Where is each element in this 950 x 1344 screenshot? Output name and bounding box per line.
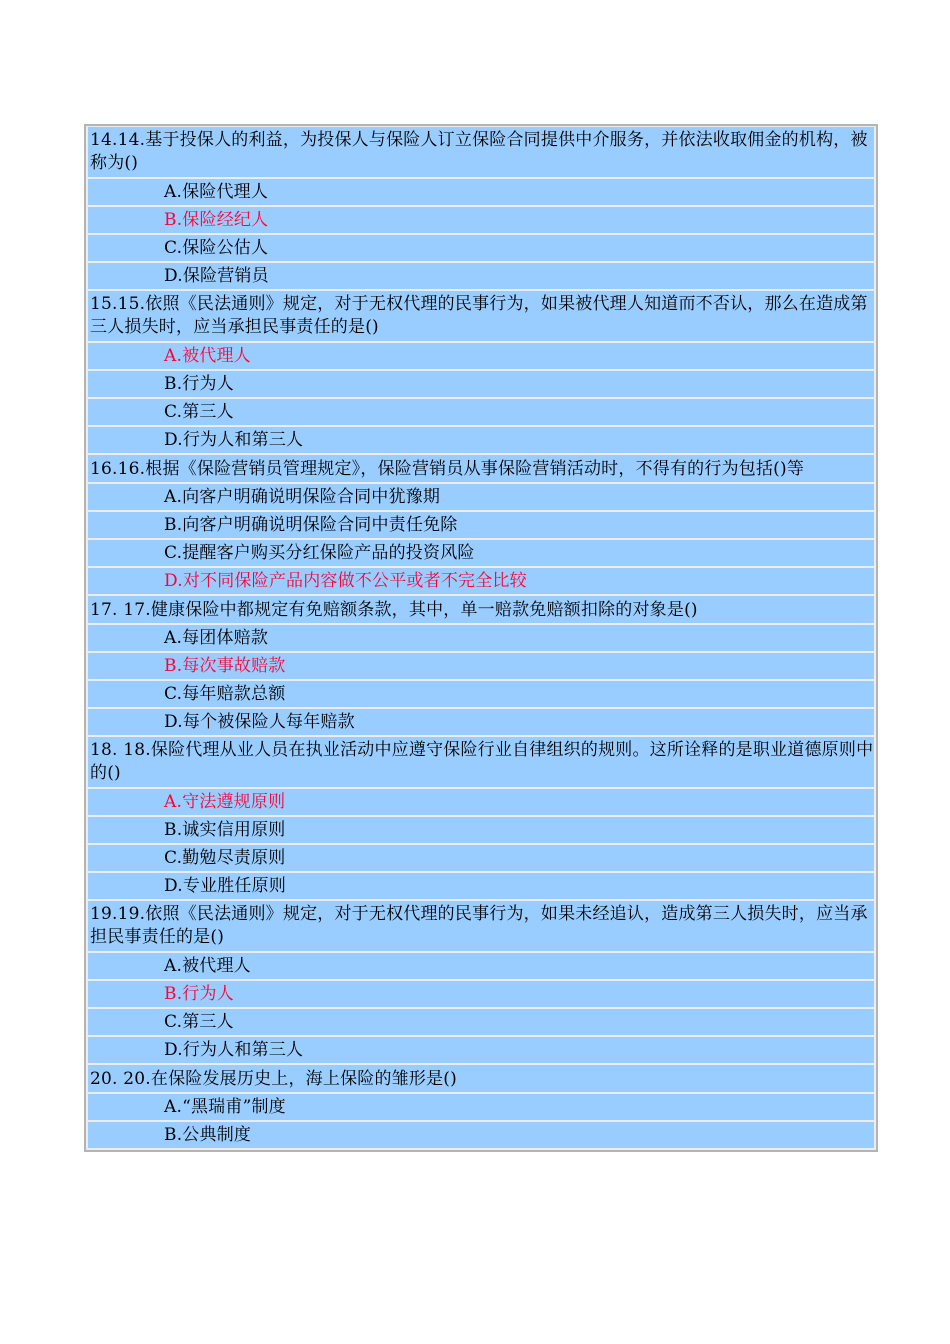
question-19-text: 19.19.依照《民法通则》规定，对于无权代理的民事行为，如果未经追认，造成第三人损失时，应当承担民事责任的是() (88, 901, 874, 951)
question-19-option-a: A.被代理人 (88, 953, 874, 979)
question-14-option-b-correct: B.保险经纪人 (88, 207, 874, 233)
question-18-option-a-correct: A.守法遵规原则 (88, 789, 874, 815)
question-16-text: 16.16.根据《保险营销员管理规定》，保险营销员从事保险营销活动时，不得有的行为包括()等 (88, 455, 874, 482)
question-20-text: 20. 20.在保险发展历史上，海上保险的雏形是() (88, 1065, 874, 1092)
question-17-text: 17. 17.健康保险中都规定有免赔额条款，其中，单一赔款免赔额扣除的对象是() (88, 596, 874, 623)
question-17-option-d: D.每个被保险人每年赔款 (88, 709, 874, 735)
question-15-option-d: D.行为人和第三人 (88, 427, 874, 453)
question-20-option-a: A.“黑瑞甫”制度 (88, 1094, 874, 1120)
question-16-option-a: A.向客户明确说明保险合同中犹豫期 (88, 484, 874, 510)
question-15-option-b: B.行为人 (88, 371, 874, 397)
question-17-option-c: C.每年赔款总额 (88, 681, 874, 707)
question-18-text: 18. 18.保险代理从业人员在执业活动中应遵守保险行业自律组织的规则。这所诠释的是职业道德原则中的() (88, 737, 874, 787)
question-20-option-b: B.公典制度 (88, 1122, 874, 1148)
question-16-option-c: C.提醒客户购买分红保险产品的投资风险 (88, 540, 874, 566)
question-15-option-a-correct: A.被代理人 (88, 343, 874, 369)
question-19-option-b-correct: B.行为人 (88, 981, 874, 1007)
question-17-option-a: A.每团体赔款 (88, 625, 874, 651)
question-14-option-a: A.保险代理人 (88, 179, 874, 205)
question-16-option-d-correct: D.对不同保险产品内容做不公平或者不完全比较 (88, 568, 874, 594)
question-14-text: 14.14.基于投保人的利益，为投保人与保险人订立保险合同提供中介服务，并依法收取佣金的机构，被称为() (88, 127, 874, 177)
question-15-text: 15.15.依照《民法通则》规定，对于无权代理的民事行为，如果被代理人知道而不否认，那么在造成第三人损失时，应当承担民事责任的是() (88, 291, 874, 341)
quiz-table (84, 124, 878, 1152)
question-14-option-c: C.保险公估人 (88, 235, 874, 261)
question-18-option-c: C.勤勉尽责原则 (88, 845, 874, 871)
question-17-option-b-correct: B.每次事故赔款 (88, 653, 874, 679)
question-15-option-c: C.第三人 (88, 399, 874, 425)
question-18-option-b: B.诚实信用原则 (88, 817, 874, 843)
question-19-option-c: C.第三人 (88, 1009, 874, 1035)
question-18-option-d: D.专业胜任原则 (88, 873, 874, 899)
question-16-option-b: B.向客户明确说明保险合同中责任免除 (88, 512, 874, 538)
question-14-option-d: D.保险营销员 (88, 263, 874, 289)
question-19-option-d: D.行为人和第三人 (88, 1037, 874, 1063)
